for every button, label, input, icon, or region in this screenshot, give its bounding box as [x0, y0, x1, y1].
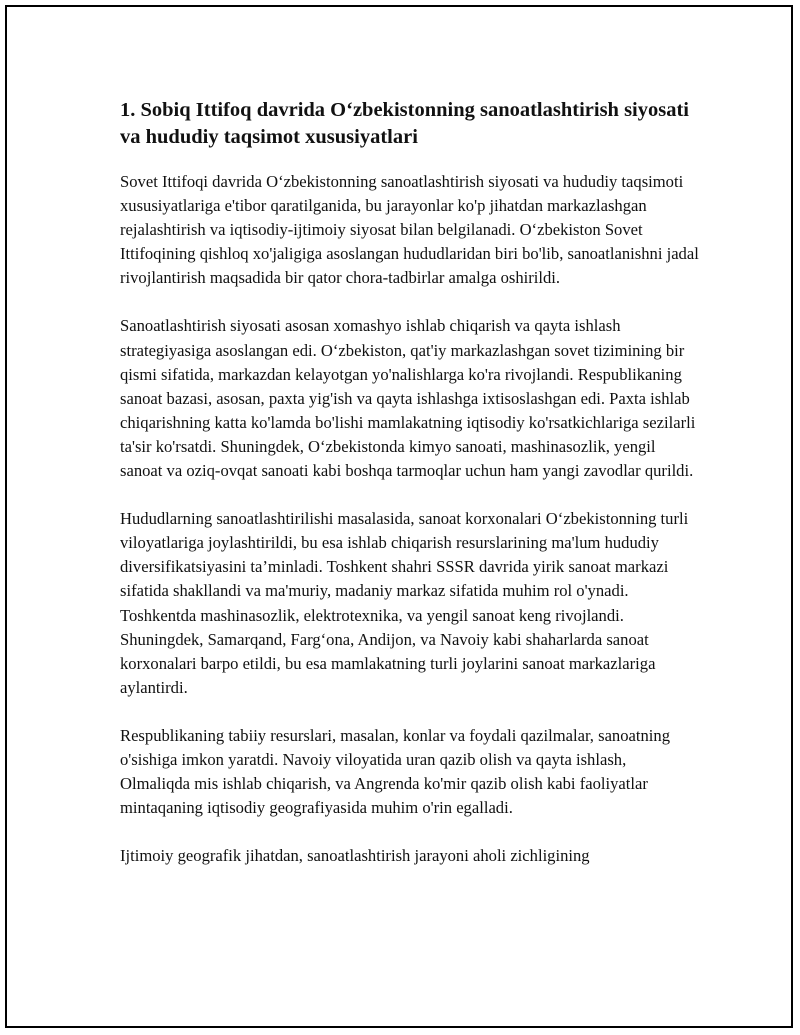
document-body: [120, 97, 700, 892]
section-title: 1. Sobiq Ittifoq davrida O‘zbekistonning sanoatlashtirish siyosati va hududiy taqsimot xususiyatlari: [120, 99, 689, 148]
paragraph-3: Hududlarning sanoatlashtirilishi masalasida, sanoat korxonalari O‘zbekistonning turli viloyatlariga joylashtirildi, bu esa ishlab chiqarish resurslarining ma'lum hududiy diversifikatsiyasini ta’minladi. Toshkent shahri SSSR davrida yirik sanoat markazi sifatida shakllandi va ma'muriy, madaniy markaz sifatida muhim rol o'ynadi. Toshkentda mashinasozlik, elektrotexnika, va yengil sanoat keng rivojlandi. Shuningdek, Samarqand, Farg‘ona, Andijon, va Navoiy kabi shaharlarda sanoat korxonalari barpo etildi, bu esa mamlakatning turli joylarini sanoat markazlariga aylantirdi.: [120, 509, 689, 697]
paragraph-4: Respublikaning tabiiy resurslari, masalan, konlar va foydali qazilmalar, sanoatning o'sishiga imkon yaratdi. Navoiy viloyatida uran qazib olish va qayta ishlash, Olmaliqda mis ishlab chiqarish, va Angrenda ko'mir qazib olish kabi faoliyatlar mintaqaning iqtisodiy geografiyasida muhim o'rin egalladi.: [120, 725, 670, 818]
paragraph-5: Ijtimoiy geografik jihatdan, sanoatlashtirish jarayoni aholi zichligining: [120, 846, 590, 866]
paragraph-1: Sovet Ittifoqi davrida O‘zbekistonning sanoatlashtirish siyosati va hududiy taqsimoti xususiyatlariga e'tibor qaratilganida, bu jarayonlar ko'p jihatdan markazlashgan rejalashtirish va iqtisodiy-ijtimoiy siyosat bilan belgilanadi. O‘zbekiston Sovet Ittifoqining qishloq xo'jaligiga asoslangan hududlaridan biri bo'lib, sanoatlanishni jadal rivojlantirish maqsadida bir qator chora-tadbirlar amalga oshirildi.: [120, 172, 699, 288]
page-frame: [5, 5, 793, 1028]
paragraph-2: Sanoatlashtirish siyosati asosan xomashyo ishlab chiqarish va qayta ishlash strategiyasiga asoslangan edi. O‘zbekiston, qat'iy markazlashgan sovet tizimining bir qismi sifatida, markazdan kelayotgan yo'nalishlarga ko'ra rivojlandi. Respublikaning sanoat bazasi, asosan, paxta yig'ish va qayta ishlashga ixtisoslashgan edi. Paxta ishlab chiqarishning katta ko'lamda bo'lishi mamlakatning iqtisodiy ko'rsatkichlariga sezilarli ta'sir ko'rsatdi. Shuningdek, O‘zbekistonda kimyo sanoati, mashinasozlik, yengil sanoat va oziq-ovqat sanoati kabi boshqa tarmoqlar uchun ham yangi zavodlar qurildi.: [120, 316, 696, 481]
